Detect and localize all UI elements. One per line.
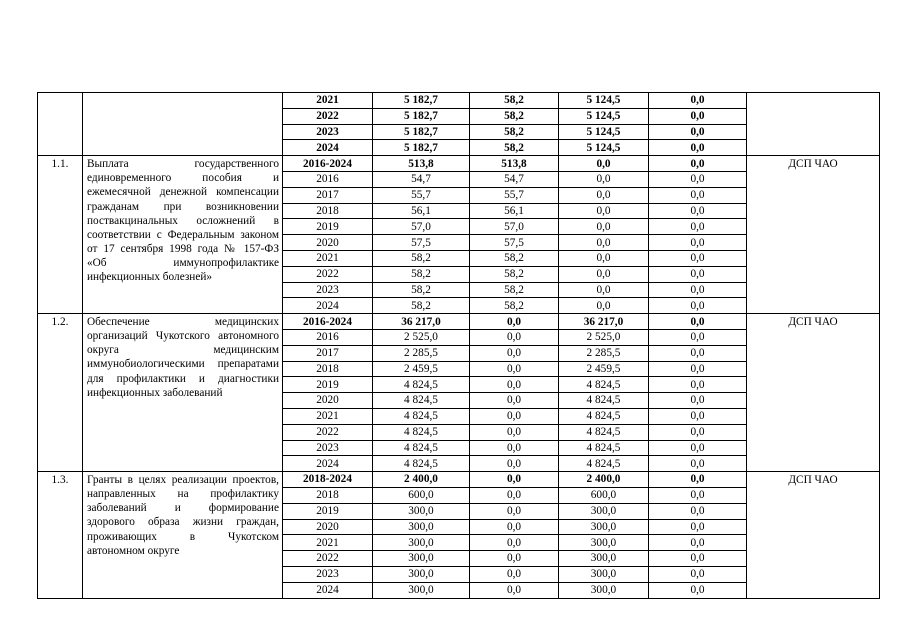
federal-budget-cell: 513,8 — [470, 156, 559, 172]
code-cell — [38, 93, 83, 156]
other-sources-cell: 0,0 — [649, 298, 747, 314]
measure-name: Выплата государственного единовременного пособия и ежемесячной денежной компенсации гражданам при возникновении поствакцинальных осложнений в соответствии с Федеральным законом от 17 сентября 1998 года № 157-ФЗ «Об иммунопрофилактике инфекционных болезней» — [83, 156, 283, 314]
other-sources-cell: 0,0 — [649, 203, 747, 219]
measure-executor: ДСП ЧАО — [747, 472, 880, 598]
other-sources-cell: 0,0 — [649, 282, 747, 298]
year-cell: 2021 — [283, 93, 373, 109]
regional-budget-cell: 4 824,5 — [559, 377, 649, 393]
federal-budget-cell: 56,1 — [470, 203, 559, 219]
federal-budget-cell: 0,0 — [470, 519, 559, 535]
federal-budget-cell: 55,7 — [470, 187, 559, 203]
measure-name: Обеспечение медицинских организаций Чукотского автономного округа медицинским иммунобиологическими препаратами для профилактики и диагностики инфекционных заболеваний — [83, 314, 283, 472]
federal-budget-cell: 57,5 — [470, 235, 559, 251]
year-cell: 2016 — [283, 171, 373, 187]
measure-executor: ДСП ЧАО — [747, 156, 880, 314]
federal-budget-cell: 58,2 — [470, 124, 559, 140]
total-cell: 600,0 — [373, 487, 470, 503]
federal-budget-cell: 58,2 — [470, 298, 559, 314]
other-sources-cell: 0,0 — [649, 187, 747, 203]
table-row — [38, 314, 880, 330]
other-sources-cell: 0,0 — [649, 551, 747, 567]
year-cell: 2024 — [283, 456, 373, 472]
year-cell: 2018 — [283, 361, 373, 377]
year-cell: 2023 — [283, 440, 373, 456]
other-sources-cell: 0,0 — [649, 408, 747, 424]
regional-budget-cell: 0,0 — [559, 235, 649, 251]
total-cell: 4 824,5 — [373, 424, 470, 440]
total-cell: 4 824,5 — [373, 440, 470, 456]
federal-budget-cell: 0,0 — [470, 551, 559, 567]
year-cell: 2023 — [283, 124, 373, 140]
regional-budget-cell: 5 124,5 — [559, 140, 649, 156]
other-sources-cell: 0,0 — [649, 566, 747, 582]
total-cell: 513,8 — [373, 156, 470, 172]
year-cell: 2024 — [283, 140, 373, 156]
regional-budget-cell: 0,0 — [559, 282, 649, 298]
other-sources-cell: 0,0 — [649, 535, 747, 551]
table-row — [38, 156, 880, 172]
other-sources-cell: 0,0 — [649, 503, 747, 519]
regional-budget-cell: 2 525,0 — [559, 329, 649, 345]
year-cell: 2018-2024 — [283, 472, 373, 488]
total-cell: 58,2 — [373, 266, 470, 282]
other-sources-cell: 0,0 — [649, 156, 747, 172]
year-cell: 2018 — [283, 487, 373, 503]
total-cell: 55,7 — [373, 187, 470, 203]
year-cell: 2020 — [283, 393, 373, 409]
year-cell: 2020 — [283, 519, 373, 535]
year-cell: 2021 — [283, 535, 373, 551]
total-cell: 56,1 — [373, 203, 470, 219]
other-sources-cell: 0,0 — [649, 345, 747, 361]
other-sources-cell: 0,0 — [649, 519, 747, 535]
total-cell: 300,0 — [373, 551, 470, 567]
total-cell: 2 285,5 — [373, 345, 470, 361]
regional-budget-cell: 2 400,0 — [559, 472, 649, 488]
federal-budget-cell: 58,2 — [470, 140, 559, 156]
federal-budget-cell: 58,2 — [470, 108, 559, 124]
other-sources-cell: 0,0 — [649, 266, 747, 282]
total-cell: 57,5 — [373, 235, 470, 251]
federal-budget-cell: 0,0 — [470, 314, 559, 330]
total-cell: 57,0 — [373, 219, 470, 235]
total-cell: 5 182,7 — [373, 124, 470, 140]
total-cell: 4 824,5 — [373, 456, 470, 472]
measure-code: 1.2. — [38, 314, 83, 472]
total-cell: 300,0 — [373, 582, 470, 598]
federal-budget-cell: 0,0 — [470, 503, 559, 519]
regional-budget-cell: 0,0 — [559, 156, 649, 172]
year-cell: 2024 — [283, 298, 373, 314]
table-body — [38, 93, 880, 599]
year-cell: 2019 — [283, 219, 373, 235]
other-sources-cell: 0,0 — [649, 393, 747, 409]
federal-budget-cell: 0,0 — [470, 424, 559, 440]
regional-budget-cell: 4 824,5 — [559, 424, 649, 440]
regional-budget-cell: 5 124,5 — [559, 108, 649, 124]
other-sources-cell: 0,0 — [649, 250, 747, 266]
federal-budget-cell: 0,0 — [470, 472, 559, 488]
total-cell: 4 824,5 — [373, 393, 470, 409]
program-financing-table — [37, 92, 880, 599]
regional-budget-cell: 600,0 — [559, 487, 649, 503]
other-sources-cell: 0,0 — [649, 582, 747, 598]
year-cell: 2024 — [283, 582, 373, 598]
other-sources-cell: 0,0 — [649, 472, 747, 488]
measure-code: 1.1. — [38, 156, 83, 314]
total-cell: 58,2 — [373, 282, 470, 298]
year-cell: 2023 — [283, 282, 373, 298]
federal-budget-cell: 57,0 — [470, 219, 559, 235]
measure-executor: ДСП ЧАО — [747, 314, 880, 472]
year-cell: 2019 — [283, 503, 373, 519]
regional-budget-cell: 0,0 — [559, 298, 649, 314]
other-sources-cell: 0,0 — [649, 329, 747, 345]
regional-budget-cell: 4 824,5 — [559, 408, 649, 424]
regional-budget-cell: 4 824,5 — [559, 456, 649, 472]
federal-budget-cell: 0,0 — [470, 456, 559, 472]
measure-name: Гранты в целях реализации проектов, направленных на профилактику заболеваний и формирование здорового образа жизни граждан, проживающих в Чукотском автономном округе — [83, 472, 283, 598]
other-sources-cell: 0,0 — [649, 219, 747, 235]
federal-budget-cell: 58,2 — [470, 266, 559, 282]
federal-budget-cell: 0,0 — [470, 408, 559, 424]
total-cell: 5 182,7 — [373, 140, 470, 156]
regional-budget-cell: 300,0 — [559, 535, 649, 551]
year-cell: 2017 — [283, 345, 373, 361]
year-cell: 2022 — [283, 108, 373, 124]
regional-budget-cell: 5 124,5 — [559, 93, 649, 109]
other-sources-cell: 0,0 — [649, 361, 747, 377]
regional-budget-cell: 0,0 — [559, 266, 649, 282]
other-sources-cell: 0,0 — [649, 124, 747, 140]
other-sources-cell: 0,0 — [649, 377, 747, 393]
other-sources-cell: 0,0 — [649, 314, 747, 330]
regional-budget-cell: 36 217,0 — [559, 314, 649, 330]
regional-budget-cell: 300,0 — [559, 582, 649, 598]
table-row — [38, 472, 880, 488]
year-cell: 2021 — [283, 250, 373, 266]
federal-budget-cell: 0,0 — [470, 487, 559, 503]
total-cell: 5 182,7 — [373, 108, 470, 124]
federal-budget-cell: 54,7 — [470, 171, 559, 187]
year-cell: 2023 — [283, 566, 373, 582]
regional-budget-cell: 300,0 — [559, 551, 649, 567]
other-sources-cell: 0,0 — [649, 440, 747, 456]
federal-budget-cell: 0,0 — [470, 377, 559, 393]
total-cell: 54,7 — [373, 171, 470, 187]
regional-budget-cell: 300,0 — [559, 519, 649, 535]
regional-budget-cell: 2 459,5 — [559, 361, 649, 377]
total-cell: 2 525,0 — [373, 329, 470, 345]
year-cell: 2018 — [283, 203, 373, 219]
federal-budget-cell: 0,0 — [470, 582, 559, 598]
federal-budget-cell: 0,0 — [470, 440, 559, 456]
total-cell: 300,0 — [373, 535, 470, 551]
federal-budget-cell: 0,0 — [470, 361, 559, 377]
federal-budget-cell: 58,2 — [470, 250, 559, 266]
total-cell: 5 182,7 — [373, 93, 470, 109]
year-cell: 2016-2024 — [283, 314, 373, 330]
other-sources-cell: 0,0 — [649, 456, 747, 472]
year-cell: 2016 — [283, 329, 373, 345]
year-cell: 2022 — [283, 424, 373, 440]
other-sources-cell: 0,0 — [649, 171, 747, 187]
total-cell: 36 217,0 — [373, 314, 470, 330]
year-cell: 2022 — [283, 266, 373, 282]
other-sources-cell: 0,0 — [649, 108, 747, 124]
other-sources-cell: 0,0 — [649, 487, 747, 503]
measure-name-cell — [83, 93, 283, 156]
federal-budget-cell: 0,0 — [470, 566, 559, 582]
regional-budget-cell: 300,0 — [559, 503, 649, 519]
year-cell: 2020 — [283, 235, 373, 251]
total-cell: 300,0 — [373, 566, 470, 582]
measure-code: 1.3. — [38, 472, 83, 598]
regional-budget-cell: 0,0 — [559, 187, 649, 203]
regional-budget-cell: 300,0 — [559, 566, 649, 582]
regional-budget-cell: 2 285,5 — [559, 345, 649, 361]
year-cell: 2019 — [283, 377, 373, 393]
total-cell: 4 824,5 — [373, 408, 470, 424]
regional-budget-cell: 0,0 — [559, 250, 649, 266]
regional-budget-cell: 5 124,5 — [559, 124, 649, 140]
other-sources-cell: 0,0 — [649, 140, 747, 156]
total-cell: 58,2 — [373, 298, 470, 314]
year-cell: 2022 — [283, 551, 373, 567]
executor-cell — [747, 93, 880, 156]
federal-budget-cell: 0,0 — [470, 345, 559, 361]
regional-budget-cell: 4 824,5 — [559, 393, 649, 409]
federal-budget-cell: 0,0 — [470, 393, 559, 409]
total-cell: 300,0 — [373, 503, 470, 519]
regional-budget-cell: 0,0 — [559, 171, 649, 187]
regional-budget-cell: 0,0 — [559, 203, 649, 219]
total-cell: 2 400,0 — [373, 472, 470, 488]
year-cell: 2017 — [283, 187, 373, 203]
other-sources-cell: 0,0 — [649, 424, 747, 440]
regional-budget-cell: 0,0 — [559, 219, 649, 235]
total-cell: 58,2 — [373, 250, 470, 266]
table-row — [38, 93, 880, 109]
year-cell: 2021 — [283, 408, 373, 424]
federal-budget-cell: 58,2 — [470, 93, 559, 109]
total-cell: 300,0 — [373, 519, 470, 535]
total-cell: 4 824,5 — [373, 377, 470, 393]
other-sources-cell: 0,0 — [649, 93, 747, 109]
federal-budget-cell: 58,2 — [470, 282, 559, 298]
total-cell: 2 459,5 — [373, 361, 470, 377]
regional-budget-cell: 4 824,5 — [559, 440, 649, 456]
other-sources-cell: 0,0 — [649, 235, 747, 251]
year-cell: 2016-2024 — [283, 156, 373, 172]
federal-budget-cell: 0,0 — [470, 329, 559, 345]
federal-budget-cell: 0,0 — [470, 535, 559, 551]
